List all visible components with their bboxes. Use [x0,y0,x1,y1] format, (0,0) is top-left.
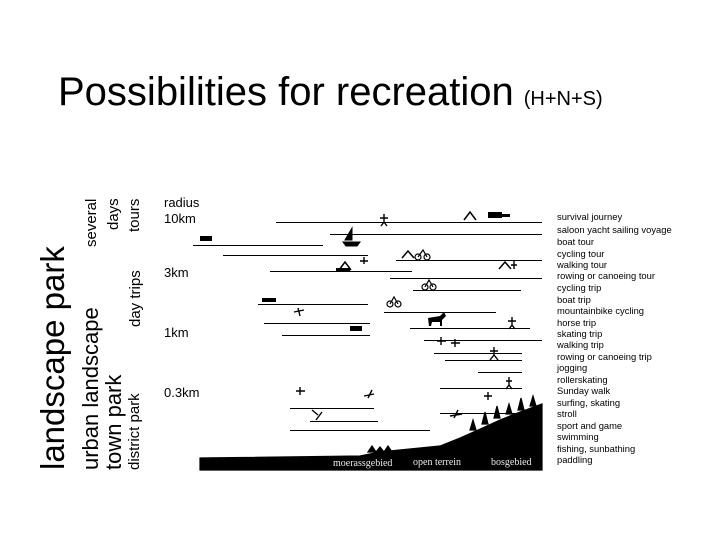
title-main: Possibilities for recreation [58,70,514,114]
label-several: several [83,198,100,247]
activity-label: sport and game [557,420,623,431]
yacht-icon [488,212,510,218]
label-urban-landscape: urban landscape [78,307,103,470]
label-town-park: town park [101,374,126,470]
activity-label: Sunday walk [557,385,611,396]
activity-label: skating trip [557,328,603,339]
walker-icon [294,214,517,420]
label-district-park: district park [126,393,143,470]
label-tours: tours [126,198,143,232]
radius-10km: 10km [164,211,196,226]
activity-label: stroll [557,408,577,419]
activity-label: mountainbike cycling [557,305,645,316]
activity-label: walking tour [557,259,608,270]
activity-label: boat tour [557,236,595,247]
boat-icon [200,236,362,331]
activity-label: cycling tour [557,248,605,259]
label-landscape-park: landscape park [34,246,71,470]
terrain-open-terrein: open terrein [413,457,462,468]
activity-label: rollerskating [557,374,608,385]
label-days: days [105,198,122,230]
activity-label: horse trip [557,317,597,328]
terrain-moerassgebied: moerassgebied [333,458,393,469]
activity-label: walking trip [557,339,604,350]
activity-label: surfing, skating [557,397,621,408]
radius-1km: 1km [164,325,189,340]
activity-label: survival journey [557,211,623,222]
activity-label: rowing or canoeing tour [557,270,655,281]
radius-0-3km: 0.3km [164,385,200,400]
activity-label: rowing or canoeing trip [557,351,652,362]
activity-label: boat trip [557,294,591,305]
title-sub: (H+N+S) [523,88,603,110]
cyclist-icon [387,250,436,307]
activity-label: swimming [557,431,599,442]
horse-icon [428,312,446,326]
activity-label: fishing, sunbathing [557,443,636,454]
activity-label: saloon yacht sailing voyage [557,224,672,235]
terrain-bosgebied: bosgebied [491,457,532,468]
radius-3km: 3km [164,265,189,280]
activity-label: cycling trip [557,282,602,293]
activity-label: jogging [557,362,588,373]
radius-heading: radius [164,195,200,210]
label-day-trips: day trips [127,270,144,327]
activity-label: paddling [557,454,593,465]
sailboat-icon [343,228,360,246]
